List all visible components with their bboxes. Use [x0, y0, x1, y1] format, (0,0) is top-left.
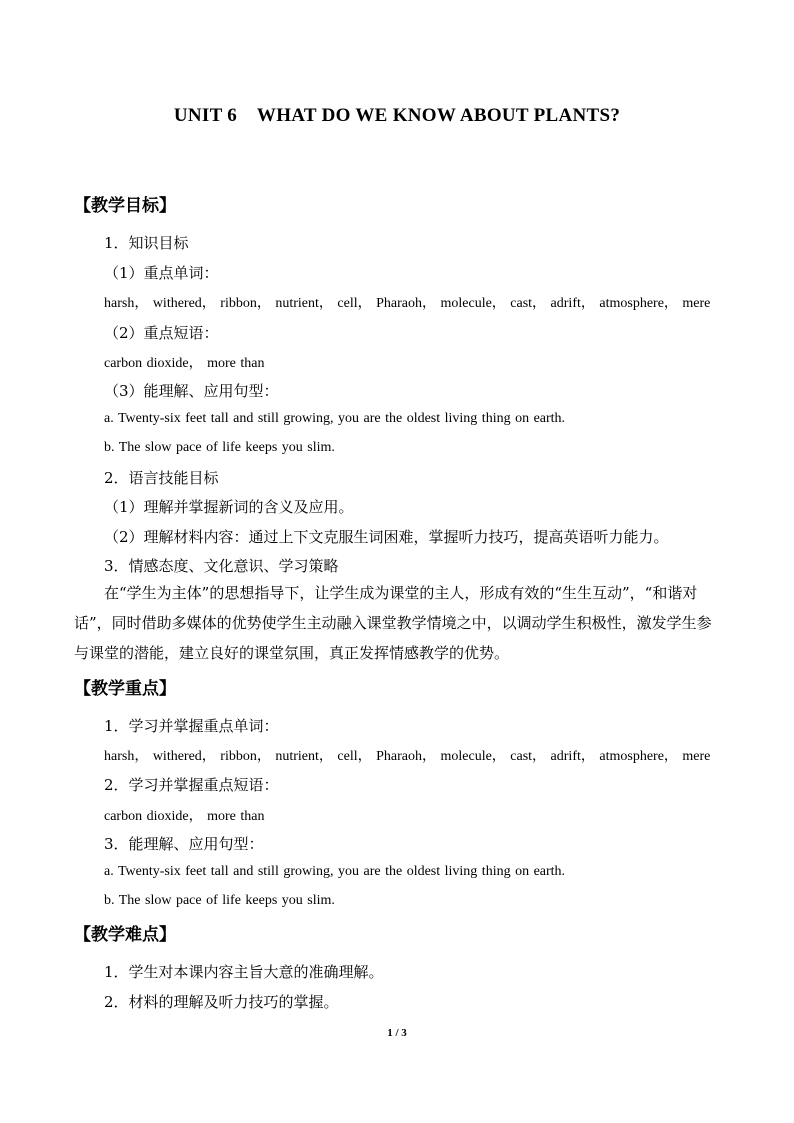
key-words: harsh， withered， ribbon， nutrient， cell， Pharaoh， molecule， cast， adrift， atmosphere， mere — [104, 749, 711, 764]
objective-words: harsh， withered， ribbon， nutrient， cell， Pharaoh， molecule， cast， adrift， atmosphere， mere — [104, 296, 711, 311]
key-item-2: 2．学习并掌握重点短语： — [104, 776, 279, 794]
emotion-paragraph: 在“学生为主体”的思想指导下，让学生成为课堂的主人，形成有效的“生生互动”，“和谐对话”，同时借助多媒体的优势使学生主动融入课堂教学情境之中，以调动学生积极性，激发学生参与课堂的潜能，建立良好的课堂氛围，真正发挥情感教学的优势。 — [74, 584, 712, 662]
key-item-1: 1．学习并掌握重点单词： — [104, 717, 279, 735]
objective-sentence-b: b. The slow pace of life keeps you slim. — [104, 440, 335, 455]
difficulty-item-2: 2．材料的理解及听力技巧的掌握。 — [104, 993, 339, 1011]
key-item-3: 3．能理解、应用句型： — [104, 835, 264, 853]
objective-phrases: carbon dioxide， more than — [104, 356, 265, 371]
skills-item-2: （2）理解材料内容：通过上下文克服生词困难，掌握听力技巧，提高英语听力能力。 — [104, 528, 669, 546]
difficulty-item-1: 1．学生对本课内容主旨大意的准确理解。 — [104, 963, 384, 981]
key-phrases: carbon dioxide， more than — [104, 809, 265, 824]
emotion-title: 3．情感态度、文化意识、学习策略 — [104, 557, 339, 575]
page-number: 1 / 3 — [387, 1027, 407, 1039]
skills-item-1: （1）理解并掌握新词的含义及应用。 — [104, 498, 354, 516]
phrases-label: （2）重点短语： — [104, 324, 219, 342]
heading-difficulties: 【教学难点】 — [74, 925, 176, 945]
key-sentence-b: b. The slow pace of life keeps you slim. — [104, 893, 335, 908]
objective-sentence-a: a. Twenty-six feet tall and still growing, you are the oldest living thing on earth. — [104, 411, 566, 426]
words-label: （1）重点单词： — [104, 264, 219, 282]
knowledge-title: 1．知识目标 — [104, 234, 189, 252]
document-title: UNIT 6 WHAT DO WE KNOW ABOUT PLANTS? — [173, 105, 621, 126]
heading-objectives: 【教学目标】 — [74, 196, 176, 216]
heading-key-points: 【教学重点】 — [74, 679, 176, 699]
skills-title: 2．语言技能目标 — [104, 469, 219, 487]
sentences-label: （3）能理解、应用句型： — [104, 382, 279, 400]
key-sentence-a: a. Twenty-six feet tall and still growing, you are the oldest living thing on earth. — [104, 864, 566, 879]
